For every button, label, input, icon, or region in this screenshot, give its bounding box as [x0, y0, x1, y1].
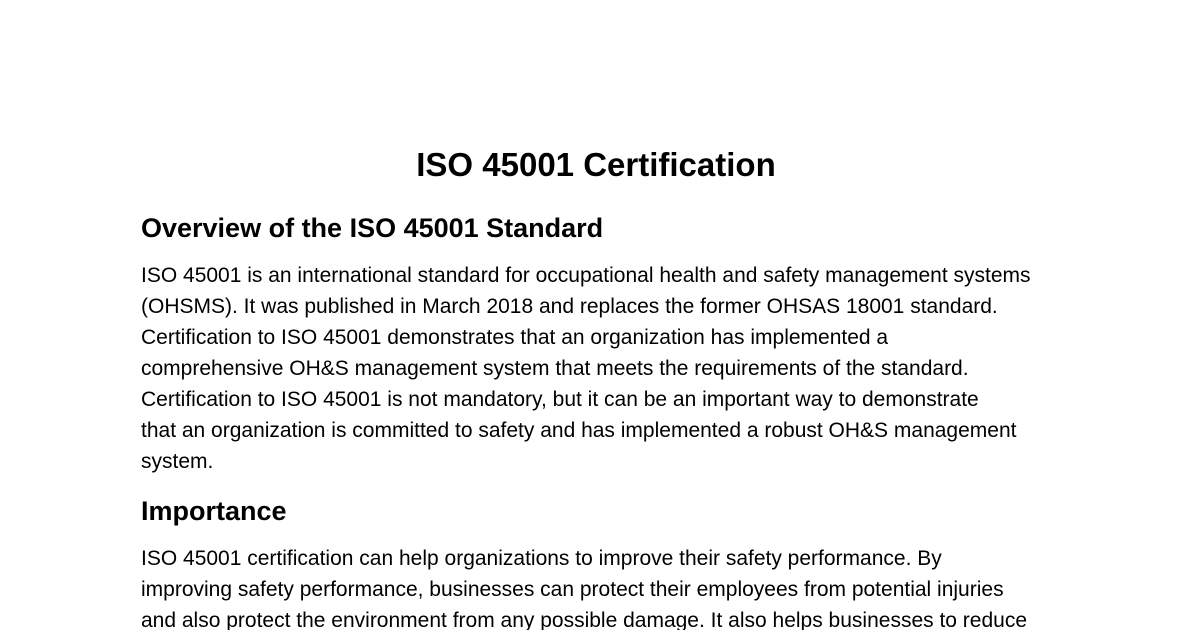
document-title: ISO 45001 Certification	[416, 146, 776, 183]
section-paragraph-importance: ISO 45001 certification can help organizations to improve their safety performance. By improving safety performance, businesses can protect their employees from potential injuries and also protect the environment from any possible damage. It also helps businesses to reduce	[141, 547, 1028, 630]
document-content	[141, 142, 1071, 630]
section-heading-overview: Overview of the ISO 45001 Standard	[141, 213, 604, 243]
section-paragraph-overview: ISO 45001 is an international standard for occupational health and safety management systems (OHSMS). It was published in March 2018 and replaces the former OHSAS 18001 standard. Certification to ISO 45001 demonstrates that an organization has implemented a comprehensive OH&S management system that meets the requirements of the standard. Certification to ISO 45001 is not mandatory, but it can be an important way to demonstrate that an organization is committed to safety and has implemented a robust OH&S management system.	[141, 264, 1031, 473]
section-heading-importance: Importance	[141, 496, 287, 526]
